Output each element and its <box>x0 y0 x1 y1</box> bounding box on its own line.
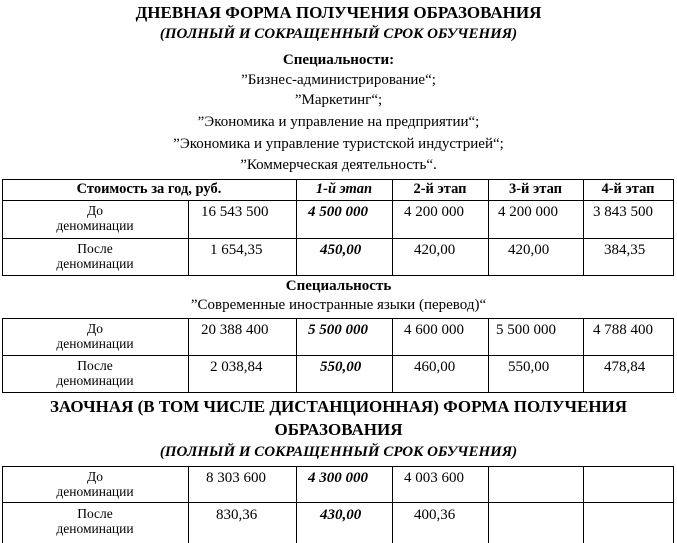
table-rule <box>188 200 189 276</box>
cell-stage-3: 550,00 <box>508 359 550 375</box>
table-rule <box>673 466 674 543</box>
cell-stage-2: 400,36 <box>414 507 456 523</box>
part-time-title-line1: ЗАОЧНАЯ (В ТОМ ЧИСЛЕ ДИСТАНЦИОННАЯ) ФОРМА ПОЛУЧЕНИЯ <box>49 397 628 416</box>
specialty-item: ”Экономика и управление туристской индустрией“; <box>173 136 504 152</box>
cell-stage-4: 4 788 400 <box>593 322 653 338</box>
cell-total: 8 303 600 <box>206 470 266 486</box>
cell-stage-2: 4 200 000 <box>404 204 464 220</box>
row-label: После <box>77 241 113 256</box>
column-header-stage-2: 2-й этап <box>413 181 467 197</box>
specialties-heading: Специальности: <box>282 52 395 68</box>
table-rule <box>583 318 584 393</box>
row-label: До <box>87 203 103 218</box>
cell-stage-2: 4 600 000 <box>404 322 464 338</box>
table-rule <box>2 502 673 503</box>
table-rule <box>2 355 673 356</box>
cell-stage-2: 460,00 <box>414 359 456 375</box>
cell-stage-2: 4 003 600 <box>404 470 464 486</box>
specialty-item: ”Экономика и управление на предприятии“; <box>197 114 480 130</box>
row-label: После <box>77 358 113 373</box>
table-rule <box>188 466 189 543</box>
cell-stage-2: 420,00 <box>414 242 456 258</box>
specialty-item: ”Маркетинг“; <box>294 92 383 108</box>
cell-stage-3: 5 500 000 <box>496 322 556 338</box>
part-time-subtitle: (ПОЛНЫЙ И СОКРАЩЕННЫЙ СРОК ОБУЧЕНИЯ) <box>159 444 518 460</box>
specialty2-name: ”Современные иностранные языки (перевод)“ <box>190 297 487 313</box>
row-label: деноминации <box>56 336 134 351</box>
row-label: До <box>87 469 103 484</box>
full-time-title: ДНЕВНАЯ ФОРМА ПОЛУЧЕНИЯ ОБРАЗОВАНИЯ <box>135 3 542 22</box>
cell-stage-1: 4 500 000 <box>308 204 368 220</box>
cell-total: 20 388 400 <box>201 322 269 338</box>
cell-stage-3: 4 200 000 <box>498 204 558 220</box>
cell-stage-4: 384,35 <box>604 242 646 258</box>
table-rule <box>392 466 393 543</box>
row-label: деноминации <box>56 484 134 499</box>
table-rule <box>488 466 489 543</box>
cell-stage-4: 478,84 <box>604 359 646 375</box>
cell-stage-1: 4 300 000 <box>308 470 368 486</box>
table-rule <box>2 200 673 201</box>
table-rule <box>673 179 674 276</box>
table-rule <box>2 275 673 276</box>
cell-total: 830,36 <box>216 507 258 523</box>
table-rule <box>2 318 673 319</box>
specialty-item: ”Коммерческая деятельность“. <box>240 157 437 173</box>
column-header-stage-3: 3-й этап <box>508 181 563 197</box>
specialty-item: ”Бизнес-администрирование“; <box>241 72 436 88</box>
cell-stage-1: 550,00 <box>320 359 362 375</box>
row-label: деноминации <box>56 521 134 536</box>
table-rule <box>583 466 584 543</box>
cell-total: 16 543 500 <box>201 204 269 220</box>
cell-total: 2 038,84 <box>210 359 263 375</box>
table-rule <box>296 466 297 543</box>
cell-stage-1: 430,00 <box>320 507 362 523</box>
full-time-subtitle: (ПОЛНЫЙ И СОКРАЩЕННЫЙ СРОК ОБУЧЕНИЯ) <box>159 26 518 42</box>
table-rule <box>2 466 673 467</box>
cell-stage-1: 5 500 000 <box>308 322 368 338</box>
table-rule <box>2 238 673 239</box>
column-header-stage-1: 1-й этап <box>315 181 373 197</box>
cell-stage-3: 420,00 <box>508 242 550 258</box>
table-rule <box>2 392 673 393</box>
cell-total: 1 654,35 <box>210 242 263 258</box>
row-label: деноминации <box>56 218 134 233</box>
table-rule <box>488 318 489 393</box>
table-rule <box>296 318 297 393</box>
row-label: После <box>77 506 113 521</box>
column-header-cost: Стоимость за год, руб. <box>76 181 222 197</box>
row-label: деноминации <box>56 373 134 388</box>
table-rule <box>188 318 189 393</box>
table-rule <box>2 179 673 180</box>
cell-stage-4: 3 843 500 <box>593 204 653 220</box>
specialty2-heading: Специальность <box>285 278 392 294</box>
column-header-stage-4: 4-й этап <box>601 181 655 197</box>
cell-stage-1: 450,00 <box>320 242 362 258</box>
row-label: деноминации <box>56 256 134 271</box>
table-rule <box>392 318 393 393</box>
part-time-title-line2: ОБРАЗОВАНИЯ <box>274 420 403 439</box>
table-rule <box>673 318 674 393</box>
row-label: До <box>87 321 103 336</box>
